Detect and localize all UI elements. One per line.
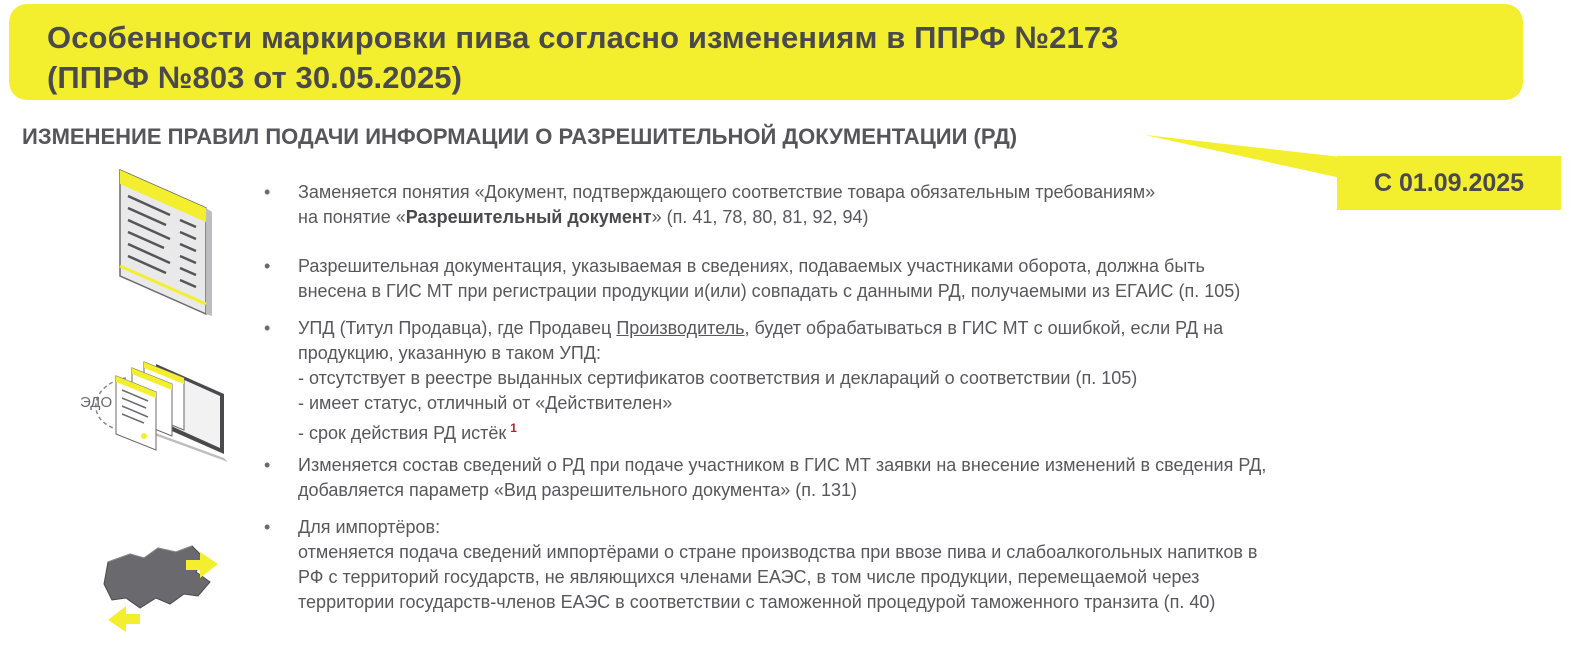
page-title-line-1: Особенности маркировки пива согласно изменениям в ППРФ №2173 bbox=[47, 20, 1119, 55]
bullet-4-line-1: • Изменяется состав сведений о РД при подаче участником в ГИС МТ заявки на внесение изменений в сведения РД, bbox=[298, 455, 1267, 475]
bullet-item-5 bbox=[298, 515, 1408, 615]
bullet-1-bold-term: Разрешительный документ bbox=[405, 207, 652, 227]
bullet-1-line-1: • Заменяется понятия «Документ, подтверждающего соответствие товара обязательным требованиям» bbox=[298, 182, 1156, 202]
bullet-4-line-2: добавляется параметр «Вид разрешительного документа» (п. 131) bbox=[298, 480, 858, 500]
page-title-line-2: (ППРФ №803 от 30.05.2025) bbox=[47, 60, 463, 95]
bullet-3-line-4: - имеет статус, отличный от «Действителен» bbox=[298, 393, 673, 413]
bullet-1-line-2-pre: на понятие « bbox=[298, 207, 406, 227]
bullet-3-line-5-text: - срок действия РД истёк bbox=[298, 423, 507, 443]
bullet-3-line-1 bbox=[298, 316, 1408, 341]
bullet-1-line-2-post: » (п. 41, 78, 80, 81, 92, 94) bbox=[651, 207, 869, 227]
bullet-3-line-2: продукцию, указанную в таком УПД: bbox=[298, 343, 601, 363]
bullet-1-line-2 bbox=[298, 205, 1408, 230]
bullet-item-4 bbox=[298, 453, 1408, 503]
bullet-5-line-2: отменяется подача сведений импортёрами о стране производства при ввозе пива и слабоалкогольных напитков в bbox=[298, 542, 1258, 562]
bullet-3-line-3: - отсутствует в реестре выданных сертификатов соответствия и деклараций о соответствии (п. 105) bbox=[298, 368, 1138, 388]
bullet-2-line-1: • Разрешительная документация, указываемая в сведениях, подаваемых участниками оборота, должна быть bbox=[298, 256, 1205, 276]
bullet-2-line-2: внесена в ГИС МТ при регистрации продукции и(или) совпадать с данными РД, получаемыми из ЕГАИС (п. 105) bbox=[298, 281, 1241, 301]
bullet-3-line-1-pre: УПД (Титул Продавца), где Продавец bbox=[298, 318, 617, 338]
bullet-3-underlined-term: Производитель bbox=[616, 318, 745, 338]
footnote-marker: 1 bbox=[510, 421, 517, 435]
bullet-5-line-1: • Для импортёров: bbox=[298, 517, 441, 537]
bullet-item-2 bbox=[298, 254, 1408, 304]
date-badge: С 01.09.2025 bbox=[1337, 156, 1561, 210]
bullet-5-line-4: территории государств-членов ЕАЭС в соответствии с таможенной процедурой таможенного транзита (п. 40) bbox=[298, 592, 1216, 612]
section-heading: ИЗМЕНЕНИЕ ПРАВИЛ ПОДАЧИ ИНФОРМАЦИИ О РАЗРЕШИТЕЛЬНОЙ ДОКУМЕНТАЦИИ (РД) bbox=[22, 124, 1018, 149]
bullet-5-line-3: РФ с территорий государств, не являющихся членами ЕАЭС, в том числе продукции, перемещаемой через bbox=[298, 567, 1200, 587]
bullet-item-1 bbox=[298, 180, 1408, 230]
bullet-3-line-1-post: , будет обрабатываться в ГИС МТ с ошибкой, если РД на bbox=[744, 318, 1224, 338]
edo-label: ЭДО bbox=[80, 394, 113, 411]
bullet-item-3 bbox=[298, 316, 1408, 446]
bullet-3-line-5 bbox=[298, 416, 1408, 446]
